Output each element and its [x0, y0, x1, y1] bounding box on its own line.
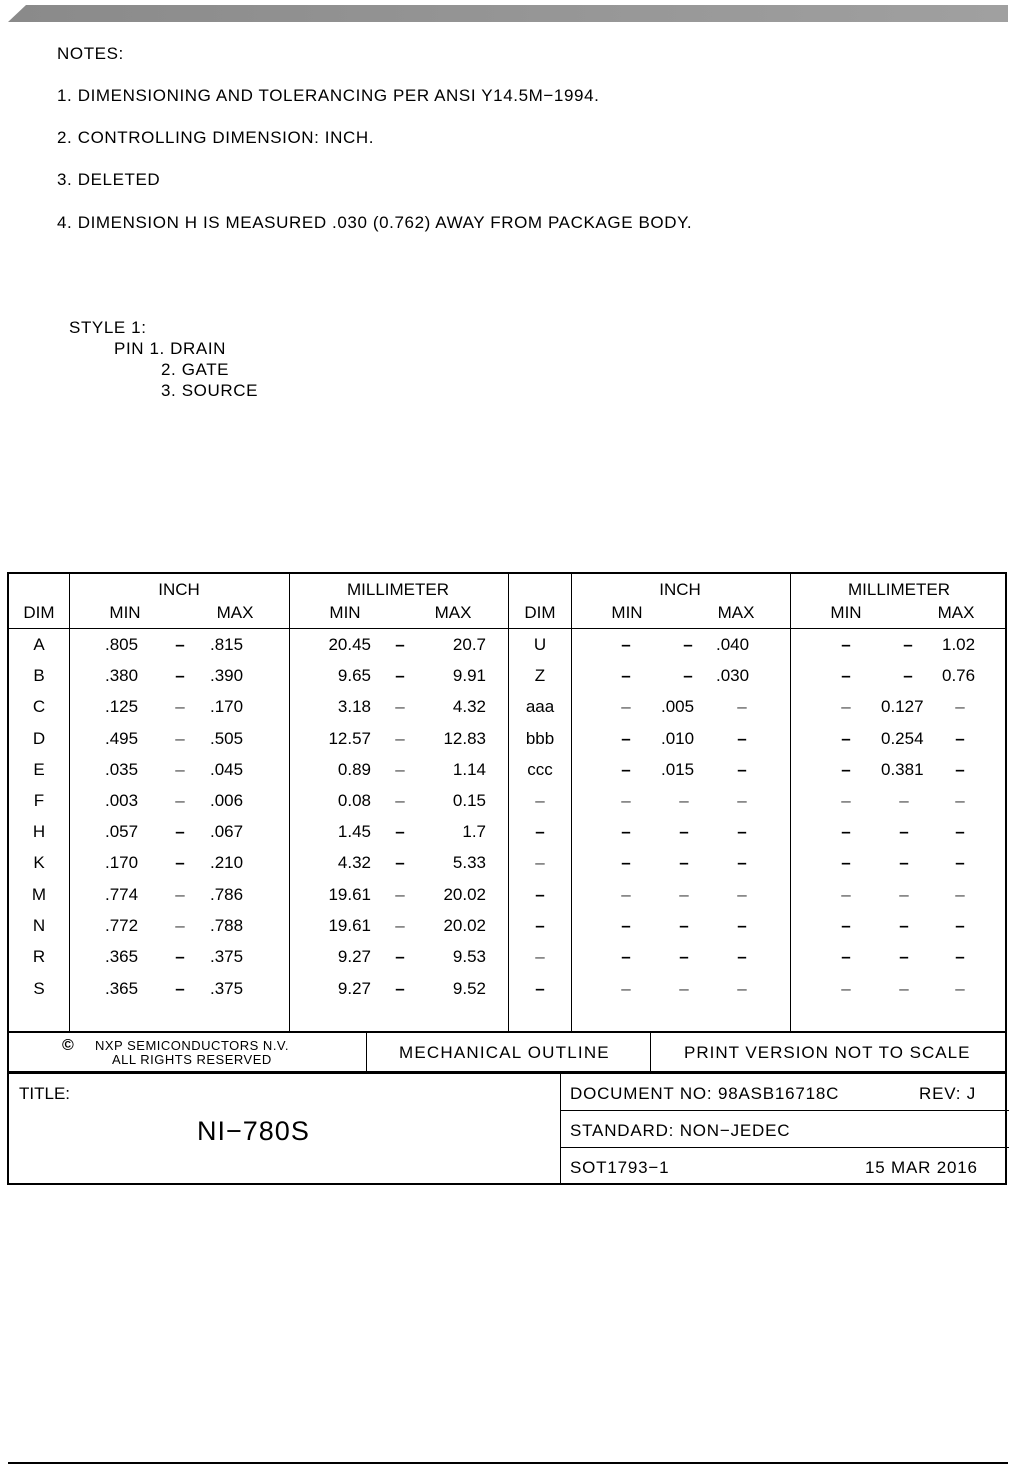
dim-cell: –: [535, 979, 545, 998]
inch-c-cell: –: [737, 729, 747, 748]
header-max: MAX: [216, 603, 254, 622]
mm-max-cell: 12.83: [443, 729, 486, 748]
mm-max-cell: 9.52: [452, 979, 486, 998]
inch-a-cell: –: [621, 760, 631, 779]
table-row: [508, 635, 1007, 657]
dim-cell: –: [535, 822, 545, 841]
table-row: [9, 853, 508, 875]
table-row: [9, 885, 508, 907]
mm-min-cell: 19.61: [328, 916, 371, 935]
inch-a-cell: –: [621, 885, 631, 904]
divider: [560, 1110, 1009, 1111]
dash-cell: –: [395, 979, 405, 998]
mm-b-cell: –: [899, 947, 909, 966]
table-row: [9, 729, 508, 751]
mm-max-cell: 5.33: [452, 853, 486, 872]
inch-min-cell: .365: [105, 947, 139, 966]
mm-b-cell: –: [903, 635, 913, 654]
mm-c-cell: –: [955, 729, 965, 748]
print-version: PRINT VERSION NOT TO SCALE: [684, 1043, 971, 1062]
title-label: TITLE:: [19, 1084, 71, 1103]
inch-b-cell: –: [683, 635, 693, 654]
inch-a-cell: –: [621, 635, 631, 654]
inch-max-cell: .375: [210, 979, 244, 998]
inch-max-cell: .786: [210, 885, 244, 904]
note-4: 4. DIMENSION H IS MEASURED .030 (0.762) AWAY FROM PACKAGE BODY.: [57, 213, 693, 232]
inch-min-cell: .057: [105, 822, 139, 841]
mm-max-cell: 1.14: [452, 760, 486, 779]
sot-number: SOT1793−1: [570, 1158, 670, 1177]
inch-a-cell: –: [621, 947, 631, 966]
table-row: [508, 697, 1007, 719]
dim-cell: H: [32, 822, 46, 841]
divider: [366, 1033, 367, 1071]
mm-min-cell: 20.45: [328, 635, 371, 654]
dash-cell: –: [175, 791, 185, 810]
inch-max-cell: .067: [210, 822, 244, 841]
inch-a-cell: –: [621, 666, 631, 685]
inch-min-cell: .495: [105, 729, 139, 748]
dim-cell: N: [32, 916, 46, 935]
inch-min-cell: .805: [105, 635, 139, 654]
mm-a-cell: –: [841, 760, 851, 779]
dash-cell: –: [395, 666, 405, 685]
mm-b-cell: 0.381: [881, 760, 924, 779]
inch-b-cell: –: [679, 979, 689, 998]
inch-c-cell: –: [737, 760, 747, 779]
dim-cell: F: [33, 791, 45, 810]
table-row: [9, 979, 508, 1001]
mm-b-cell: –: [899, 822, 909, 841]
note-2: 2. CONTROLLING DIMENSION: INCH.: [57, 128, 375, 147]
table-row: [9, 916, 508, 938]
standard: STANDARD: NON−JEDEC: [570, 1121, 791, 1140]
mechanical-outline: MECHANICAL OUTLINE: [399, 1043, 610, 1062]
inch-max-cell: .045: [210, 760, 244, 779]
inch-c-cell: .030: [716, 666, 750, 685]
pin-2: 2. GATE: [161, 360, 230, 379]
mm-max-cell: 20.7: [452, 635, 486, 654]
mm-c-cell: –: [955, 947, 965, 966]
inch-a-cell: –: [621, 729, 631, 748]
mm-max-cell: 4.32: [452, 697, 486, 716]
inch-b-cell: –: [679, 853, 689, 872]
copyright-icon: ©: [62, 1037, 74, 1054]
style-heading: STYLE 1:: [69, 318, 147, 337]
mm-b-cell: 0.127: [881, 697, 924, 716]
mm-max-cell: 0.15: [452, 791, 486, 810]
dim-cell: M: [31, 885, 47, 904]
table-row: [508, 822, 1007, 844]
dim-cell: –: [535, 791, 545, 810]
inch-b-cell: –: [679, 885, 689, 904]
inch-max-cell: .006: [210, 791, 244, 810]
mm-a-cell: –: [841, 822, 851, 841]
mm-min-cell: 9.65: [337, 666, 371, 685]
inch-a-cell: –: [621, 853, 631, 872]
mm-b-cell: –: [899, 791, 909, 810]
dash-cell: –: [175, 822, 185, 841]
dim-cell: aaa: [525, 697, 555, 716]
dim-cell: bbb: [525, 729, 555, 748]
header-min: MIN: [830, 603, 862, 622]
table-row: [9, 822, 508, 844]
inch-max-cell: .210: [210, 853, 244, 872]
page-bottom-rule: [8, 1462, 1008, 1464]
inch-c-cell: –: [737, 822, 747, 841]
inch-min-cell: .003: [105, 791, 139, 810]
inch-a-cell: –: [621, 916, 631, 935]
inch-min-cell: .035: [105, 760, 139, 779]
dim-cell: B: [33, 666, 45, 685]
title-value: NI−780S: [197, 1116, 310, 1146]
header-max: MAX: [434, 603, 472, 622]
inch-b-cell: –: [683, 666, 693, 685]
header-max: MAX: [937, 603, 975, 622]
dash-cell: –: [175, 853, 185, 872]
table-row: [9, 635, 508, 657]
inch-min-cell: .170: [105, 853, 139, 872]
mm-a-cell: –: [841, 697, 851, 716]
mm-a-cell: –: [841, 916, 851, 935]
dash-cell: –: [395, 791, 405, 810]
dim-cell: U: [533, 635, 547, 654]
footer-title-block: [7, 1072, 1007, 1185]
mm-a-cell: –: [841, 979, 851, 998]
mm-a-cell: –: [841, 666, 851, 685]
document-number: DOCUMENT NO: 98ASB16718C: [570, 1084, 840, 1103]
mm-b-cell: –: [899, 853, 909, 872]
mm-c-cell: 0.76: [942, 666, 976, 685]
table-row: [9, 666, 508, 688]
inch-c-cell: –: [737, 697, 747, 716]
dim-cell: –: [535, 885, 545, 904]
mm-a-cell: –: [841, 729, 851, 748]
mm-min-cell: 4.32: [337, 853, 371, 872]
mm-c-cell: –: [955, 979, 965, 998]
table-row: [508, 760, 1007, 782]
mm-min-cell: 0.89: [337, 760, 371, 779]
dash-cell: –: [175, 697, 185, 716]
header-bar: [8, 5, 1008, 22]
mm-a-cell: –: [841, 853, 851, 872]
mm-c-cell: –: [955, 822, 965, 841]
header-divider: [9, 628, 1005, 629]
inch-b-cell: –: [679, 947, 689, 966]
dim-cell: S: [33, 979, 45, 998]
inch-min-cell: .774: [105, 885, 139, 904]
inch-max-cell: .815: [210, 635, 244, 654]
header-max: MAX: [717, 603, 755, 622]
mm-max-cell: 9.91: [452, 666, 486, 685]
inch-b-cell: –: [679, 916, 689, 935]
inch-c-cell: –: [737, 947, 747, 966]
mm-b-cell: –: [899, 979, 909, 998]
issue-date: 15 MAR 2016: [865, 1158, 978, 1177]
inch-c-cell: –: [737, 885, 747, 904]
inch-min-cell: .380: [105, 666, 139, 685]
note-1: 1. DIMENSIONING AND TOLERANCING PER ANSI Y14.5M−1994.: [57, 86, 600, 105]
notes-heading: NOTES:: [57, 44, 124, 63]
dim-cell: R: [32, 947, 46, 966]
table-row: [508, 729, 1007, 751]
mm-min-cell: 12.57: [328, 729, 371, 748]
mm-c-cell: –: [955, 697, 965, 716]
header-dim-left: DIM: [23, 603, 55, 622]
mm-c-cell: –: [955, 885, 965, 904]
dash-cell: –: [175, 916, 185, 935]
dash-cell: –: [175, 760, 185, 779]
dash-cell: –: [175, 947, 185, 966]
dim-cell: A: [33, 635, 45, 654]
dash-cell: –: [175, 979, 185, 998]
inch-max-cell: .788: [210, 916, 244, 935]
table-row: [9, 947, 508, 969]
mm-a-cell: –: [841, 791, 851, 810]
mm-max-cell: 20.02: [443, 916, 486, 935]
table-row: [508, 666, 1007, 688]
inch-max-cell: .390: [210, 666, 244, 685]
dimension-table: [7, 572, 1007, 1033]
pin-1: PIN 1. DRAIN: [114, 339, 227, 358]
header-min: MIN: [611, 603, 643, 622]
dim-cell: K: [33, 853, 45, 872]
divider: [650, 1033, 651, 1071]
inch-a-cell: –: [621, 822, 631, 841]
mm-b-cell: 0.254: [881, 729, 924, 748]
dash-cell: –: [395, 947, 405, 966]
dash-cell: –: [395, 885, 405, 904]
dim-cell: E: [33, 760, 45, 779]
dash-cell: –: [395, 635, 405, 654]
header-inch-right: INCH: [659, 580, 701, 599]
dash-cell: –: [395, 729, 405, 748]
table-row: [508, 979, 1007, 1001]
divider: [560, 1074, 561, 1183]
rights-reserved: ALL RIGHTS RESERVED: [112, 1052, 272, 1067]
divider: [560, 1147, 1009, 1148]
note-3: 3. DELETED: [57, 170, 161, 189]
dim-cell: –: [535, 853, 545, 872]
dim-cell: C: [32, 697, 46, 716]
mm-c-cell: –: [955, 760, 965, 779]
dash-cell: –: [395, 697, 405, 716]
mm-max-cell: 20.02: [443, 885, 486, 904]
mm-b-cell: –: [899, 885, 909, 904]
mm-min-cell: 0.08: [337, 791, 371, 810]
inch-b-cell: .010: [661, 729, 695, 748]
pin-3: 3. SOURCE: [161, 381, 259, 400]
mm-b-cell: –: [903, 666, 913, 685]
table-row: [9, 791, 508, 813]
dash-cell: –: [175, 885, 185, 904]
header-min: MIN: [109, 603, 141, 622]
inch-a-cell: –: [621, 697, 631, 716]
inch-min-cell: .365: [105, 979, 139, 998]
dash-cell: –: [395, 853, 405, 872]
mm-max-cell: 1.7: [462, 822, 486, 841]
inch-b-cell: –: [679, 791, 689, 810]
mm-min-cell: 3.18: [337, 697, 371, 716]
header-inch-left: INCH: [158, 580, 200, 599]
mm-min-cell: 9.27: [337, 979, 371, 998]
dim-cell: –: [535, 916, 545, 935]
table-row: [508, 853, 1007, 875]
dash-cell: –: [175, 635, 185, 654]
company-name: NXP SEMICONDUCTORS N.V.: [95, 1038, 290, 1053]
mm-c-cell: –: [955, 791, 965, 810]
inch-c-cell: .040: [716, 635, 750, 654]
inch-c-cell: –: [737, 853, 747, 872]
revision: REV: J: [919, 1084, 977, 1103]
header-mm-left: MILLIMETER: [347, 580, 450, 599]
inch-max-cell: .170: [210, 697, 244, 716]
dash-cell: –: [175, 729, 185, 748]
table-row: [508, 947, 1007, 969]
header-mm-right: MILLIMETER: [848, 580, 951, 599]
mm-c-cell: –: [955, 853, 965, 872]
inch-min-cell: .125: [105, 697, 139, 716]
table-row: [508, 916, 1007, 938]
dim-cell: Z: [534, 666, 546, 685]
inch-a-cell: –: [621, 791, 631, 810]
header-dim-right: DIM: [524, 603, 556, 622]
inch-min-cell: .772: [105, 916, 139, 935]
mm-max-cell: 9.53: [452, 947, 486, 966]
inch-max-cell: .375: [210, 947, 244, 966]
inch-c-cell: –: [737, 791, 747, 810]
mm-a-cell: –: [841, 885, 851, 904]
inch-b-cell: –: [679, 822, 689, 841]
inch-b-cell: .015: [661, 760, 695, 779]
mm-c-cell: –: [955, 916, 965, 935]
dash-cell: –: [395, 822, 405, 841]
footer-copyright-row: [7, 1033, 1007, 1073]
dash-cell: –: [395, 916, 405, 935]
mm-a-cell: –: [841, 947, 851, 966]
table-row: [508, 885, 1007, 907]
mm-min-cell: 9.27: [337, 947, 371, 966]
mm-min-cell: 19.61: [328, 885, 371, 904]
dim-cell: –: [535, 947, 545, 966]
table-row: [9, 760, 508, 782]
dim-cell: ccc: [527, 760, 553, 779]
mm-min-cell: 1.45: [337, 822, 371, 841]
table-row: [508, 791, 1007, 813]
inch-a-cell: –: [621, 979, 631, 998]
inch-c-cell: –: [737, 916, 747, 935]
mm-a-cell: –: [841, 635, 851, 654]
table-row: [9, 697, 508, 719]
inch-max-cell: .505: [210, 729, 244, 748]
dash-cell: –: [175, 666, 185, 685]
dash-cell: –: [395, 760, 405, 779]
header-min: MIN: [329, 603, 361, 622]
inch-c-cell: –: [737, 979, 747, 998]
mm-b-cell: –: [899, 916, 909, 935]
dim-cell: D: [32, 729, 46, 748]
inch-b-cell: .005: [661, 697, 695, 716]
mm-c-cell: 1.02: [942, 635, 976, 654]
